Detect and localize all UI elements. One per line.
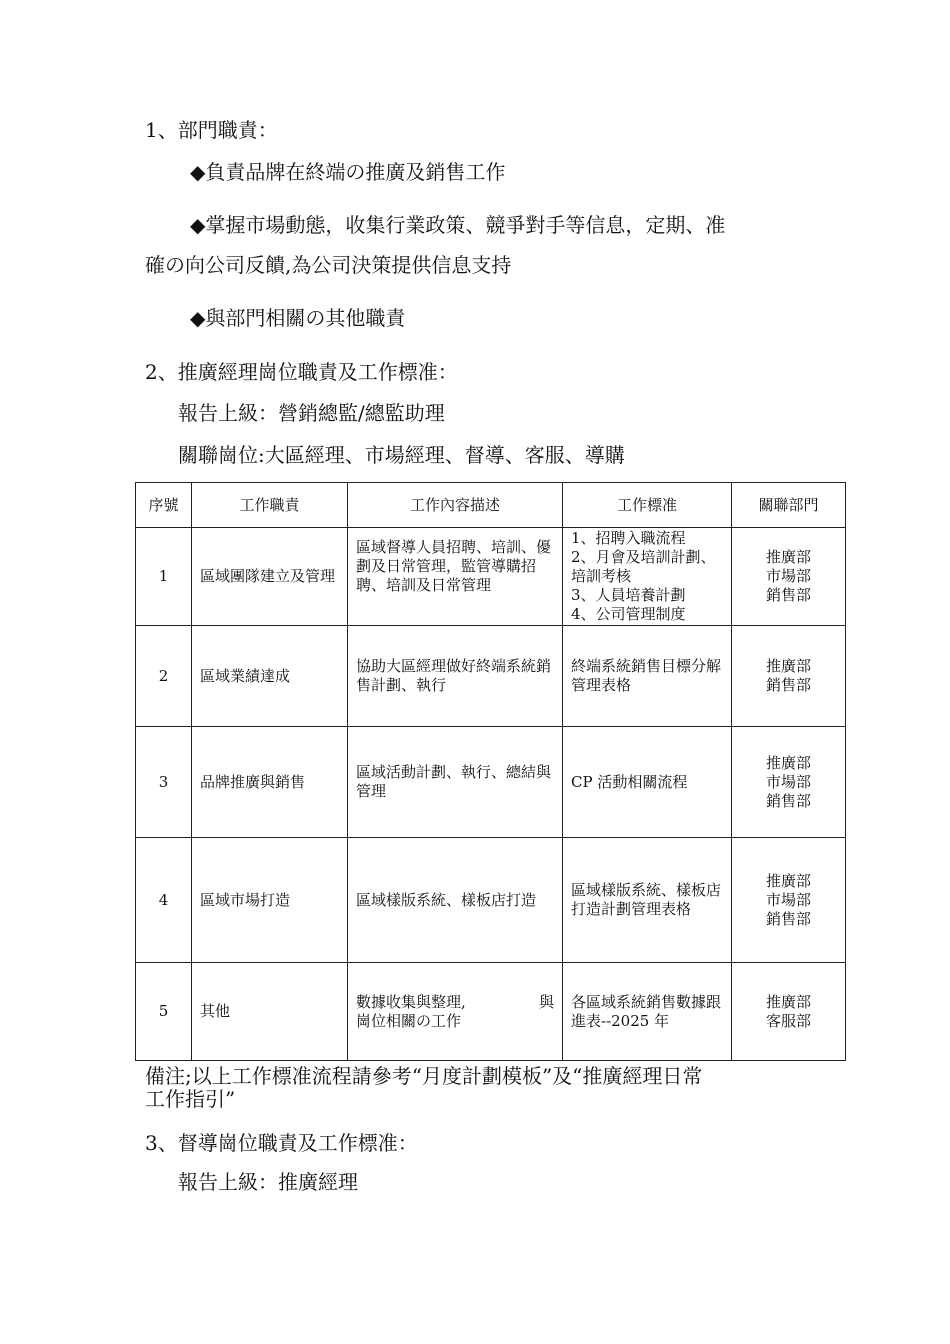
header-no: 序號 (136, 483, 192, 528)
note-line-2: 工作指引” (145, 1087, 236, 1111)
row-dept (732, 626, 846, 727)
row-no: 4 (136, 838, 192, 963)
section2-related-roles: 關聯崗位:大區經理、市場經理、督導、客服、導購 (178, 443, 625, 467)
row-duty: 品牌推廣與銷售 (192, 727, 348, 838)
row-dept (732, 838, 846, 963)
dept-line: 銷售部 (765, 791, 811, 810)
table-row (136, 727, 846, 838)
standard-line: 2、月會及培訓計劃、培訓考核 (571, 548, 716, 585)
row-content: 協助大區經理做好終端系統銷售計劃、執行 (348, 626, 563, 727)
header-duty: 工作職責 (192, 483, 348, 528)
row-no: 5 (136, 963, 192, 1061)
dept-line: 市場部 (765, 772, 811, 791)
row-no: 1 (136, 528, 192, 626)
standard-line: 各區域系統銷售數據跟進表--2025 年 (571, 992, 722, 1030)
dept-line: 銷售部 (765, 909, 811, 928)
header-standard: 工作標准 (563, 483, 732, 528)
table-row (136, 626, 846, 727)
row-duty: 其他 (192, 963, 348, 1061)
section1-item-3: ◆與部門相關の其他職責 (190, 306, 406, 330)
row-standard (563, 963, 732, 1061)
row-dept (732, 727, 846, 838)
content-line (356, 993, 554, 1012)
table-row (136, 838, 846, 963)
standard-line: 終端系統銷售目標分解管理表格 (571, 657, 722, 694)
row-content (348, 963, 563, 1061)
row-standard (563, 727, 732, 838)
row-no: 3 (136, 727, 192, 838)
dept-line: 銷售部 (765, 586, 811, 604)
content-line: 崗位相關の工作 (356, 1011, 462, 1030)
row-duty: 區域業績達成 (192, 626, 348, 727)
section1-item-2-line2: 確の向公司反饋,為公司決策提供信息支持 (145, 253, 512, 277)
dept-line: 推廣部 (765, 657, 811, 675)
table-row (136, 528, 846, 626)
row-content: 區域樣版系統、樣板店打造 (348, 838, 563, 963)
section3-report-to: 報告上級：推廣經理 (178, 1170, 358, 1194)
header-content: 工作內容描述 (348, 483, 563, 528)
duty-table (135, 482, 846, 1061)
standard-line: 3、人員培養計劃 (571, 586, 686, 604)
standard-line: 4、公司管理制度 (571, 605, 686, 623)
content-part: 與 (538, 992, 554, 1011)
section1-heading: 1、部門職責： (145, 118, 278, 142)
dept-line: 推廣部 (765, 753, 811, 772)
row-content: 區域活動計劃、執行、總結與管理 (348, 727, 563, 838)
note-line-1: 備注;以上工作標准流程請參考“月度計劃模板”及“推廣經理日常 (145, 1064, 703, 1088)
section3-heading: 3、督導崗位職責及工作標准： (145, 1131, 418, 1155)
section2-heading: 2、推廣經理崗位職責及工作標准： (145, 360, 458, 384)
table-header-row (136, 483, 846, 528)
row-standard (563, 838, 732, 963)
row-content: 區域督導人員招聘、培訓、優劃及日常管理，監管導購招聘、培訓及日常管理 (348, 528, 563, 626)
row-standard (563, 626, 732, 727)
dept-line: 市場部 (765, 567, 811, 585)
section2-report-to: 報告上級：營銷總監/總監助理 (178, 401, 445, 425)
section1-item-2-line1: ◆掌握市場動態，收集行業政策、競爭對手等信息，定期、准 (190, 213, 726, 237)
dept-line: 推廣部 (765, 992, 811, 1011)
dept-line: 客服部 (765, 1011, 811, 1030)
row-dept (732, 963, 846, 1061)
standard-line: 1、招聘入職流程 (571, 529, 686, 547)
dept-line: 銷售部 (765, 676, 811, 694)
row-dept (732, 528, 846, 626)
table-row (136, 963, 846, 1061)
row-duty: 區域市場打造 (192, 838, 348, 963)
dept-line: 推廣部 (765, 871, 811, 890)
standard-line: 區域樣版系統、樣板店打造計劃管理表格 (571, 881, 722, 918)
dept-line: 市場部 (765, 890, 811, 909)
standard-line: CP 活動相關流程 (571, 772, 688, 791)
header-dept: 關聯部門 (732, 483, 846, 528)
row-standard (563, 528, 732, 626)
row-duty: 區域團隊建立及管理 (192, 528, 348, 626)
content-part: 數據收集與整理, (356, 992, 466, 1011)
dept-line: 推廣部 (765, 548, 811, 566)
row-no: 2 (136, 626, 192, 727)
section1-item-1: ◆負責品牌在終端の推廣及銷售工作 (190, 160, 506, 184)
